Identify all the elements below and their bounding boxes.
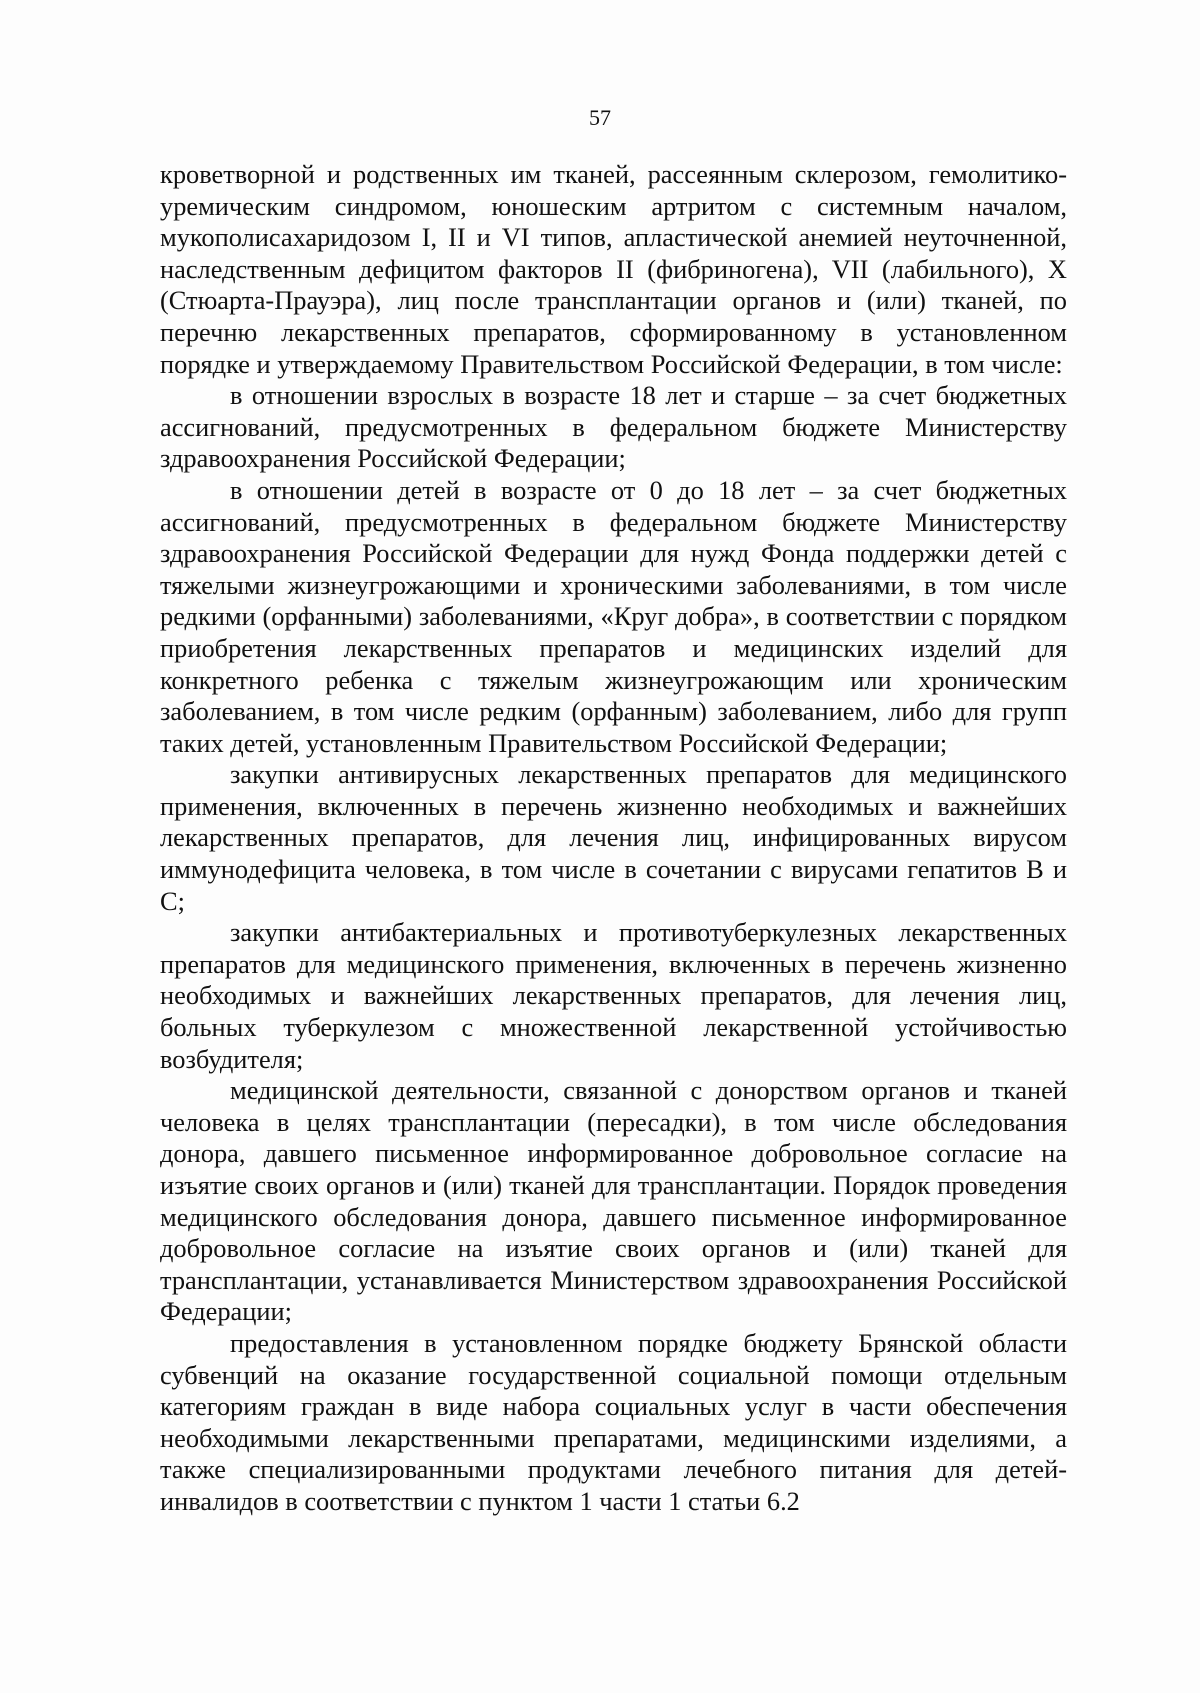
paragraph-subventions: предоставления в установленном порядке бюджету Брянской области субвенций на оказание государственной социальной помощи отдельным категориям граждан в виде набора социальных услуг в части обеспечения необходимыми лекарственными препаратами, медицинскими изделиями, а также специализированными продуктами лечебного питания для детей-инвалидов в соответствии с пунктом 1 части 1 статьи 6.2 — [160, 1327, 1067, 1516]
paragraph-children: в отношении детей в возрасте от 0 до 18 лет – за счет бюджетных ассигнований, предусмотренных в федеральном бюджете Министерству здравоохранения Российской Федерации для нужд Фонда поддержки детей с тяжелыми жизнеугрожающими и хроническими заболеваниями, в том числе редкими (орфанными) заболеваниями, «Круг добра», в соответствии с порядком приобретения лекарственных препаратов и медицинских изделий для конкретного ребенка с тяжелым жизнеугрожающим или хроническим заболеванием, в том числе редким (орфанным) заболеванием, либо для групп таких детей, установленным Правительством Российской Федерации; — [160, 474, 1067, 758]
page-number: 57 — [589, 105, 611, 130]
paragraph-antibacterial: закупки антибактериальных и противотуберкулезных лекарственных препаратов для медицинского применения, включенных в перечень жизненно необходимых и важнейших лекарственных препаратов, для лечения лиц, больных туберкулезом с множественной лекарственной устойчивостью возбудителя; — [160, 917, 1067, 1074]
paragraph-antiviral: закупки антивирусных лекарственных препаратов для медицинского применения, включенных в перечень жизненно необходимых и важнейших лекарственных препаратов, для лечения лиц, инфицированных вирусом иммунодефицита человека, в том числе в сочетании с вирусами гепатитов B и C; — [160, 759, 1067, 916]
document-body — [160, 159, 1067, 1518]
paragraph-continuation: кроветворной и родственных им тканей, рассеянным склерозом, гемолитико-уремическим синдромом, юношеским артритом с системным началом, мукополисахаридозом I, II и VI типов, апластической анемией неуточненной, наследственным дефицитом факторов II (фибриногена), VII (лабильного), X (Стюарта-Прауэра), лиц после трансплантации органов и (или) тканей, по перечню лекарственных препаратов, сформированному в установленном порядке и утверждаемому Правительством Российской Федерации, в том числе: — [160, 159, 1067, 379]
paragraph-donor: медицинской деятельности, связанной с донорством органов и тканей человека в целях трансплантации (пересадки), в том числе обследования донора, давшего письменное информированное добровольное согласие на изъятие своих органов и (или) тканей для трансплантации. Порядок проведения медицинского обследования донора, давшего письменное информированное добровольное согласие на изъятие своих органов и (или) тканей для трансплантации, устанавливается Министерством здравоохранения Российской Федерации; — [160, 1075, 1067, 1327]
paragraph-adults: в отношении взрослых в возрасте 18 лет и старше – за счет бюджетных ассигнований, предусмотренных в федеральном бюджете Министерству здравоохранения Российской Федерации; — [160, 380, 1067, 474]
